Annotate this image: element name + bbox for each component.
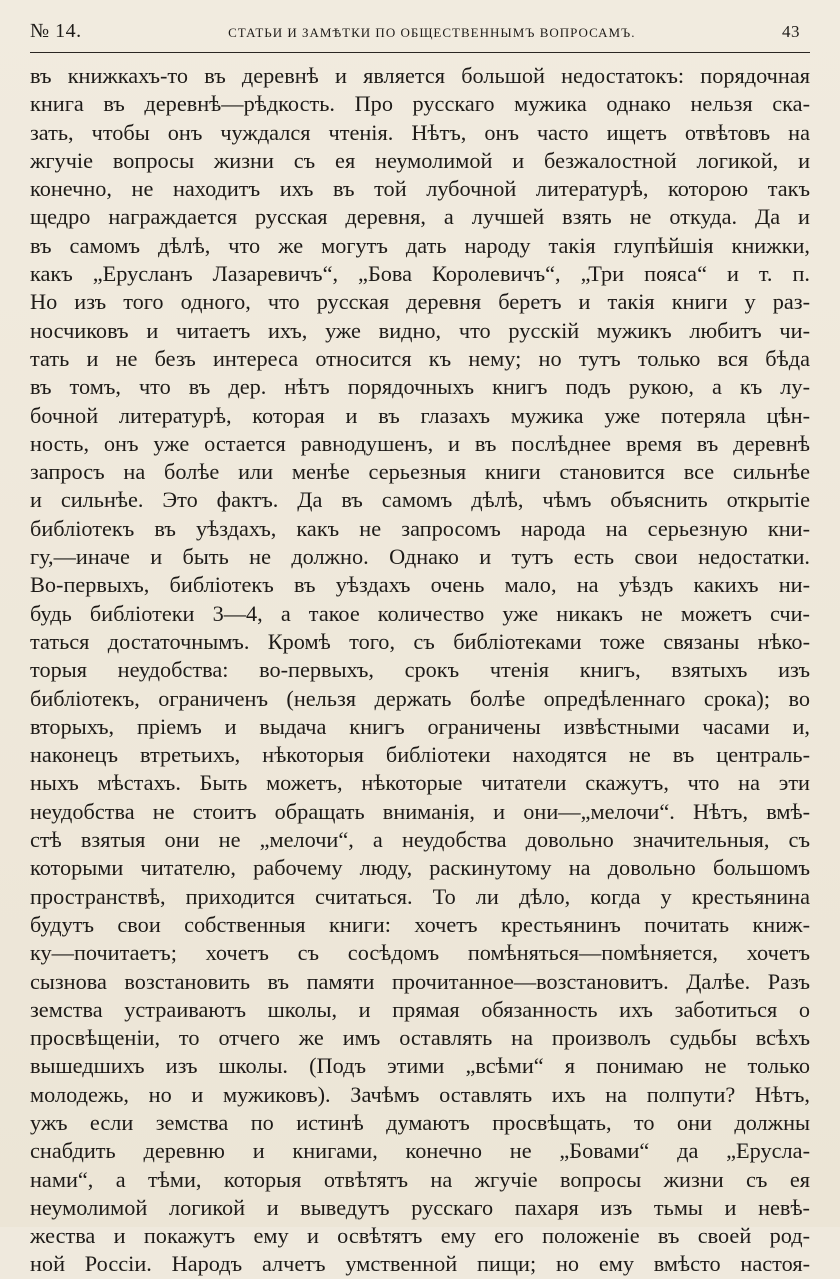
text-line: ку—почитаетъ; хочетъ съ сосѣдомъ помѣняться—помѣняется, хочетъ [30, 940, 810, 966]
text-line: въ самомъ дѣлѣ, что же могутъ дать народу такія глупѣйшія книжки, [30, 232, 810, 258]
text-line: ныхъ мѣстахъ. Быть можетъ, нѣкоторые читатели скажутъ, что на эти [30, 770, 810, 796]
text-line: гу,—иначе и быть не должно. Однако и тутъ есть свои недостатки. [30, 544, 810, 570]
text-line: будь библіотеки 3—4, а такое количество уже никакъ не можетъ счи- [30, 600, 810, 626]
running-title: СТАТЬИ И ЗАМѢТКИ ПО ОБЩЕСТВЕННЫМЪ ВОПРОСАМЪ. [228, 25, 636, 40]
text-line: пространствѣ, приходится считаться. То ли дѣло, когда у крестьянина [30, 883, 810, 909]
text-line: вторыхъ, пріемъ и выдача книгъ ограничены извѣстными часами и, [30, 713, 810, 739]
text-line: тать и не безъ интереса относится къ нему; но тутъ только вся бѣда [30, 345, 810, 371]
text-line: стѣ взятыя они не „мелочи“, а неудобства довольно значительныя, съ [30, 827, 810, 853]
text-line: конечно, не находитъ ихъ въ той лубочной литературѣ, которою такъ [30, 176, 810, 202]
text-line: въ томъ, что въ дер. нѣтъ порядочныхъ книгъ подъ рукою, а къ лу- [30, 374, 810, 400]
body-text [30, 62, 810, 1279]
text-line: зать, чтобы онъ чуждался чтенія. Нѣтъ, онъ часто ищетъ отвѣтовъ на [30, 119, 810, 145]
text-line: библіотекъ, ограниченъ (нельзя держать болѣе опредѣленнаго срока); во [30, 685, 810, 711]
text-line: наконецъ втретьихъ, нѣкоторыя библіотеки находятся не въ централь- [30, 742, 810, 768]
text-line: которыми читателю, рабочему люду, раскинутому на довольно большомъ [30, 855, 810, 881]
text-line: Но изъ того одного, что русская деревня беретъ и такія книги у раз- [30, 289, 810, 315]
text-line: вышедшихъ изъ школы. (Подъ этими „всѣми“ я понимаю не только [30, 1053, 810, 1079]
text-line: книга въ деревнѣ—рѣдкость. Про русскаго мужика однако нельзя ска- [30, 91, 810, 117]
text-line: и сильнѣе. Это фактъ. Да въ самомъ дѣлѣ, чѣмъ объяснить открытіе [30, 487, 810, 513]
text-line: жества и покажутъ ему и освѣтятъ ему его положеніе въ своей род- [30, 1223, 810, 1249]
text-line: неудобства не стоитъ обращать вниманія, и они—„мелочи“. Нѣтъ, вмѣ- [30, 798, 810, 824]
text-line: ужъ если земства по истинѣ думаютъ просвѣщать, то они должны [30, 1109, 810, 1135]
text-line: сызнова возстановить въ памяти прочитанное—возстановитъ. Далѣе. Разъ [30, 968, 810, 994]
text-line: библіотекъ въ уѣздахъ, какъ не запросомъ народа на серьезную кни- [30, 515, 810, 541]
text-line: просвѣщеніи, то отчего же имъ оставлять на произволъ судьбы всѣхъ [30, 1025, 810, 1051]
text-line: молодежь, но и мужиковъ). Зачѣмъ оставлять ихъ на полпути? Нѣтъ, [30, 1081, 810, 1107]
text-line: Во-первыхъ, библіотекъ въ уѣздахъ очень мало, на уѣздъ какихъ ни- [30, 572, 810, 598]
text-line: бочной литературѣ, которая и въ глазахъ мужика уже потеряла цѣн- [30, 402, 810, 428]
text-line: будутъ свои собственныя книги: хочетъ крестьянинъ почитать книж- [30, 911, 810, 937]
text-line: запросъ на болѣе или менѣе серьезныя книги становится все сильнѣе [30, 459, 810, 485]
running-header [30, 20, 810, 46]
text-line: неумолимой логикой и выведутъ русскаго пахаря изъ тьмы и невѣ- [30, 1194, 810, 1220]
text-line: нами“, а тѣми, которыя отвѣтятъ на жгучіе вопросы жизни съ ея [30, 1166, 810, 1192]
text-line: жгучіе вопросы жизни съ ея неумолимой и безжалостной логикой, и [30, 147, 810, 173]
text-line: торыя неудобства: во-первыхъ, срокъ чтенія книгъ, взятыхъ изъ [30, 657, 810, 683]
header-rule [30, 52, 810, 53]
text-line: какъ „Ерусланъ Лазаревичъ“, „Бова Королевичъ“, „Три пояса“ и т. п. [30, 261, 810, 287]
issue-number: № 14. [30, 20, 82, 42]
page-number: 43 [782, 22, 800, 41]
text-line: снабдить деревню и книгами, конечно не „Бовами“ да „Еруслa- [30, 1138, 810, 1164]
text-line: носчиковъ и читаетъ ихъ, уже видно, что русскій мужикъ любитъ чи- [30, 317, 810, 343]
text-line: земства устраиваютъ школы, и прямая обязанность ихъ заботиться о [30, 996, 810, 1022]
text-line: щедро награждается русская деревня, а лучшей взять не откуда. Да и [30, 204, 810, 230]
text-line: ность, онъ уже остается равнодушенъ, и въ послѣднее время въ деревнѣ [30, 430, 810, 456]
text-line: таться достаточнымъ. Кромѣ того, съ библіотеками тоже связаны нѣко- [30, 628, 810, 654]
text-line: въ книжкахъ-то въ деревнѣ и является большой недостатокъ: порядочная [30, 63, 810, 88]
text-line: ной Россіи. Народъ алчетъ умственной пищи; но ему вмѣсто настоя- [30, 1251, 810, 1277]
